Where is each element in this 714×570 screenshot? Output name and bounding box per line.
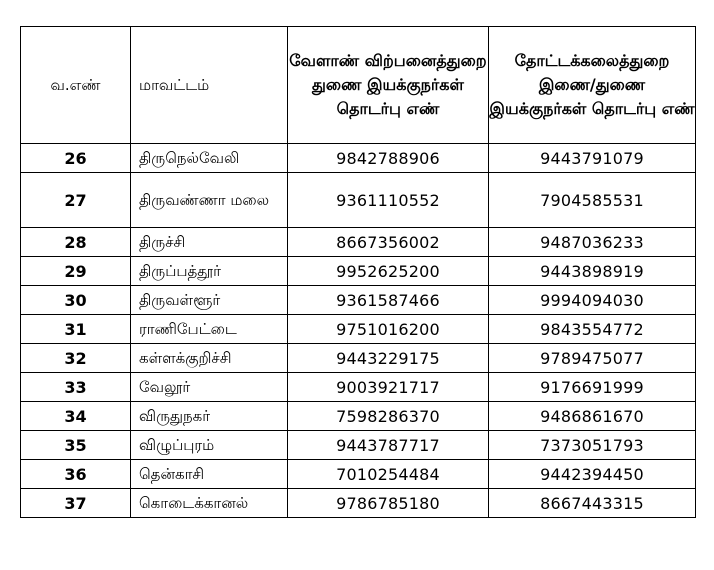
serial-number-cell: 37: [21, 489, 131, 518]
horti-phone-cell: 9443898919: [489, 257, 696, 286]
serial-number-cell: 28: [21, 228, 131, 257]
district-cell: விழுப்புரம்: [131, 431, 288, 460]
horti-phone-cell: 9994094030: [489, 286, 696, 315]
district-cell: கொடைக்கானல்: [131, 489, 288, 518]
district-cell: விருதுநகர்: [131, 402, 288, 431]
district-cell: தென்காசி: [131, 460, 288, 489]
header-row: [21, 27, 696, 144]
table-row: [21, 173, 696, 228]
serial-number-cell: 35: [21, 431, 131, 460]
agri-phone-cell: 7598286370: [288, 402, 489, 431]
serial-number-cell: 32: [21, 344, 131, 373]
horti-phone-cell: 9442394450: [489, 460, 696, 489]
horti-phone-cell: 9443791079: [489, 144, 696, 173]
serial-number-cell: 33: [21, 373, 131, 402]
table-row: [21, 286, 696, 315]
serial-number-cell: 31: [21, 315, 131, 344]
agri-phone-cell: 9361587466: [288, 286, 489, 315]
table-row: [21, 144, 696, 173]
contacts-table: [20, 26, 696, 518]
agri-phone-cell: 9952625200: [288, 257, 489, 286]
district-cell: வேலூர்: [131, 373, 288, 402]
horti-phone-cell: 9176691999: [489, 373, 696, 402]
header-agri-marketing-contact: வேளாண் விற்பனைத்துறை துணை இயக்குநர்கள் தொடர்பு எண்: [288, 27, 489, 144]
serial-number-cell: 34: [21, 402, 131, 431]
district-cell: திருவள்ளூர்: [131, 286, 288, 315]
agri-phone-cell: 9443787717: [288, 431, 489, 460]
serial-number-cell: 27: [21, 173, 131, 228]
header-district: மாவட்டம்: [131, 27, 288, 144]
agri-phone-cell: 9361110552: [288, 173, 489, 228]
table-row: [21, 315, 696, 344]
table-header: [21, 27, 696, 144]
table-row: [21, 373, 696, 402]
agri-phone-cell: 9751016200: [288, 315, 489, 344]
table-row: [21, 489, 696, 518]
agri-phone-cell: 7010254484: [288, 460, 489, 489]
header-horticulture-contact: தோட்டக்கலைத்துறை இணை/துணை இயக்குநர்கள் தொடர்பு எண்: [489, 27, 696, 144]
district-cell: கள்ளக்குறிச்சி: [131, 344, 288, 373]
horti-phone-cell: 9486861670: [489, 402, 696, 431]
district-cell: ராணிபேட்டை: [131, 315, 288, 344]
agri-phone-cell: 9842788906: [288, 144, 489, 173]
horti-phone-cell: 9843554772: [489, 315, 696, 344]
agri-phone-cell: 8667356002: [288, 228, 489, 257]
table-row: [21, 431, 696, 460]
horti-phone-cell: 9789475077: [489, 344, 696, 373]
horti-phone-cell: 7904585531: [489, 173, 696, 228]
horti-phone-cell: 7373051793: [489, 431, 696, 460]
agri-phone-cell: 9786785180: [288, 489, 489, 518]
agri-phone-cell: 9443229175: [288, 344, 489, 373]
serial-number-cell: 29: [21, 257, 131, 286]
header-serial-number: வ.எண்: [21, 27, 131, 144]
table-row: [21, 257, 696, 286]
table-row: [21, 228, 696, 257]
district-cell: திருப்பத்தூர்: [131, 257, 288, 286]
district-cell: திருச்சி: [131, 228, 288, 257]
horti-phone-cell: 9487036233: [489, 228, 696, 257]
horti-phone-cell: 8667443315: [489, 489, 696, 518]
table-row: [21, 344, 696, 373]
serial-number-cell: 30: [21, 286, 131, 315]
serial-number-cell: 36: [21, 460, 131, 489]
table-row: [21, 402, 696, 431]
table-body: [21, 144, 696, 518]
district-cell: திருநெல்வேலி: [131, 144, 288, 173]
table-row: [21, 460, 696, 489]
district-cell: திருவண்ணா மலை: [131, 173, 288, 228]
agri-phone-cell: 9003921717: [288, 373, 489, 402]
serial-number-cell: 26: [21, 144, 131, 173]
